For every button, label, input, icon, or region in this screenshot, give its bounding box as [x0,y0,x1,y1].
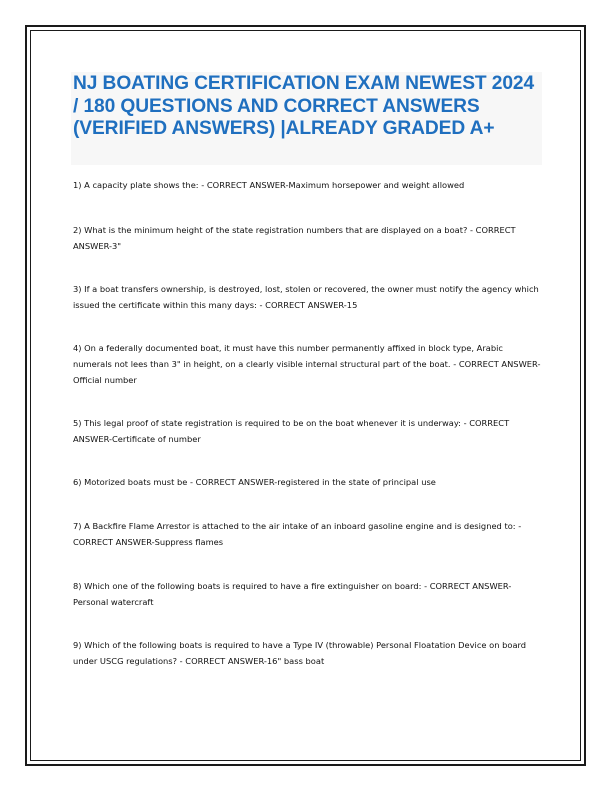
document-title: NJ BOATING CERTIFICATION EXAM NEWEST 2024 / 180 QUESTIONS AND CORRECT ANSWERS (VERIFIED ANSWERS) |ALREADY GRADED A+ [73,73,535,139]
question-8: 8) Which one of the following boats is required to have a fire extinguisher on board: - CORRECT ANSWER-Personal watercraft [73,581,512,607]
question-4: 4) On a federally documented boat, it must have this number permanently affixed in block type, Arabic numerals not lees than 3" in height, on a clearly visible internal structural part of the boat. - CORRECT ANSWER-Official number [73,343,541,385]
question-1: 1) A capacity plate shows the: - CORRECT ANSWER-Maximum horsepower and weight allowed [73,180,465,190]
question-5: 5) This legal proof of state registration is required to be on the boat whenever it is underway: - CORRECT ANSWER-Certificate of number [73,418,510,444]
question-2: 2) What is the minimum height of the state registration numbers that are displayed on a boat? - CORRECT ANSWER-3" [73,225,516,251]
question-3: 3) If a boat transfers ownership, is destroyed, lost, stolen or recovered, the owner must notify the agency which issued the certificate within this many days: - CORRECT ANSWER-15 [73,284,539,310]
question-6: 6) Motorized boats must be - CORRECT ANSWER-registered in the state of principal use [73,477,436,487]
question-7: 7) A Backfire Flame Arrestor is attached to the air intake of an inboard gasoline engine and is designed to: - CORRECT ANSWER-Suppress flames [73,521,522,547]
question-9: 9) Which of the following boats is required to have a Type IV (throwable) Personal Floatation Device on board under USCG regulations? - CORRECT ANSWER-16" bass boat [73,640,527,666]
